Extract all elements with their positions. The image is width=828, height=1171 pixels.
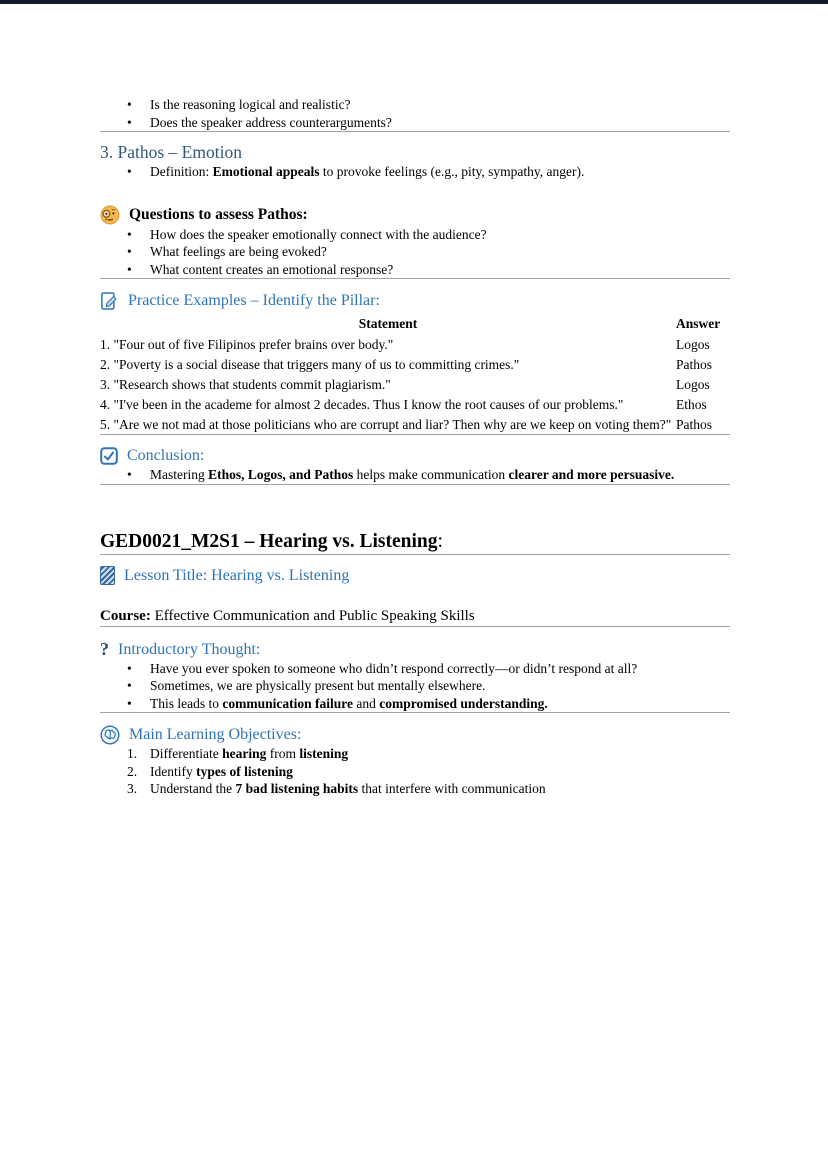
statement-cell: 5. "Are we not mad at those politicians who are corrupt and liar? Then why are we keep on voting them?"	[100, 416, 672, 432]
questions-to-assess-pathos-label: Questions to assess Pathos:	[129, 205, 308, 223]
pathos-question-list	[100, 226, 730, 279]
answer-column-header: Answer	[676, 316, 721, 331]
answer-cell: Pathos	[676, 416, 713, 432]
practice-table	[100, 314, 730, 434]
answer-cell: Pathos	[676, 356, 713, 372]
table-row	[100, 354, 730, 374]
brain-icon	[100, 725, 120, 745]
list-item: • Sometimes, we are physically present but mentally elsewhere.	[100, 677, 730, 695]
answer-cell: Logos	[676, 336, 710, 352]
checked-checkbox-icon	[100, 447, 118, 465]
statement-cell: 2. "Poverty is a social disease that triggers many of us to committing crimes."	[100, 356, 520, 372]
table-row	[100, 394, 730, 414]
section-divider	[100, 484, 730, 485]
lesson-title-label: Lesson Title: Hearing vs. Listening	[124, 566, 350, 584]
introductory-thought-list	[100, 660, 730, 713]
list-item: • What content creates an emotional response?	[100, 261, 730, 279]
practice-examples-heading	[100, 290, 730, 311]
conclusion-list	[100, 466, 730, 484]
question-mark-icon: ?	[100, 639, 109, 659]
memo-pencil-icon	[100, 291, 119, 311]
list-item: Identify types of listening	[150, 763, 293, 779]
answer-cell: Logos	[676, 376, 710, 392]
main-learning-objectives-heading	[100, 724, 730, 745]
list-item: Understand the 7 bad listening habits that interfere with communication	[150, 781, 546, 796]
list-item: • What feelings are being evoked?	[100, 243, 730, 261]
practice-examples-label: Practice Examples – Identify the Pillar:	[128, 292, 380, 309]
introductory-thought-label: Introductory Thought:	[118, 640, 261, 658]
section-divider	[100, 131, 730, 132]
answer-cell: Ethos	[676, 396, 707, 412]
main-learning-objectives-label: Main Learning Objectives:	[129, 726, 302, 743]
list-item: • Definition: Emotional appeals to provoke feelings (e.g., pity, sympathy, anger).	[100, 163, 730, 181]
course-value: Effective Communication and Public Speaking Skills	[150, 607, 475, 624]
list-item: • How does the speaker emotionally connect with the audience?	[100, 226, 730, 244]
lesson-title-heading	[100, 565, 730, 586]
statement-cell: 1. "Four out of five Filipinos prefer brains over body."	[100, 336, 394, 352]
pathos-definition-list	[100, 163, 730, 181]
course-line	[100, 607, 730, 626]
list-item: • Mastering Ethos, Logos, and Pathos helps make communication clearer and more persuasive.	[100, 466, 730, 484]
statement-column-header: Statement	[358, 316, 418, 331]
logos-question-list	[100, 96, 730, 131]
section-divider	[100, 554, 730, 555]
monocle-face-icon	[100, 205, 120, 225]
conclusion-label: Conclusion:	[127, 447, 205, 464]
blue-notebook-icon	[100, 566, 115, 585]
objectives-list	[100, 745, 730, 798]
list-item: • Have you ever spoken to someone who didn’t respond correctly—or didn’t respond at all?	[100, 660, 730, 678]
list-item: • Is the reasoning logical and realistic?	[100, 96, 730, 114]
pathos-section-heading: 3. Pathos – Emotion	[100, 142, 242, 162]
list-item: • Does the speaker address counterarguments?	[100, 114, 730, 132]
table-row	[100, 374, 730, 394]
section-divider	[100, 712, 730, 713]
table-row	[100, 414, 730, 434]
statement-cell: 4. "I've been in the academe for almost 2 decades. Thus I know the root causes of our problems."	[100, 396, 624, 412]
table-row	[100, 334, 730, 354]
introductory-thought-heading	[100, 639, 730, 660]
section-divider	[100, 434, 730, 435]
module-title: GED0021_M2S1 – Hearing vs. Listening:	[100, 530, 443, 552]
course-label: Course:	[100, 607, 151, 624]
section-divider	[100, 278, 730, 279]
section-divider	[100, 626, 730, 627]
questions-to-assess-pathos-heading	[100, 204, 730, 226]
statement-cell: 3. "Research shows that students commit plagiarism."	[100, 376, 391, 392]
conclusion-heading	[100, 445, 730, 466]
table-header-row	[100, 314, 730, 334]
list-item: • This leads to communication failure and compromised understanding.	[100, 695, 730, 713]
document-page	[0, 4, 828, 798]
list-item: Differentiate hearing from listening	[150, 746, 349, 761]
